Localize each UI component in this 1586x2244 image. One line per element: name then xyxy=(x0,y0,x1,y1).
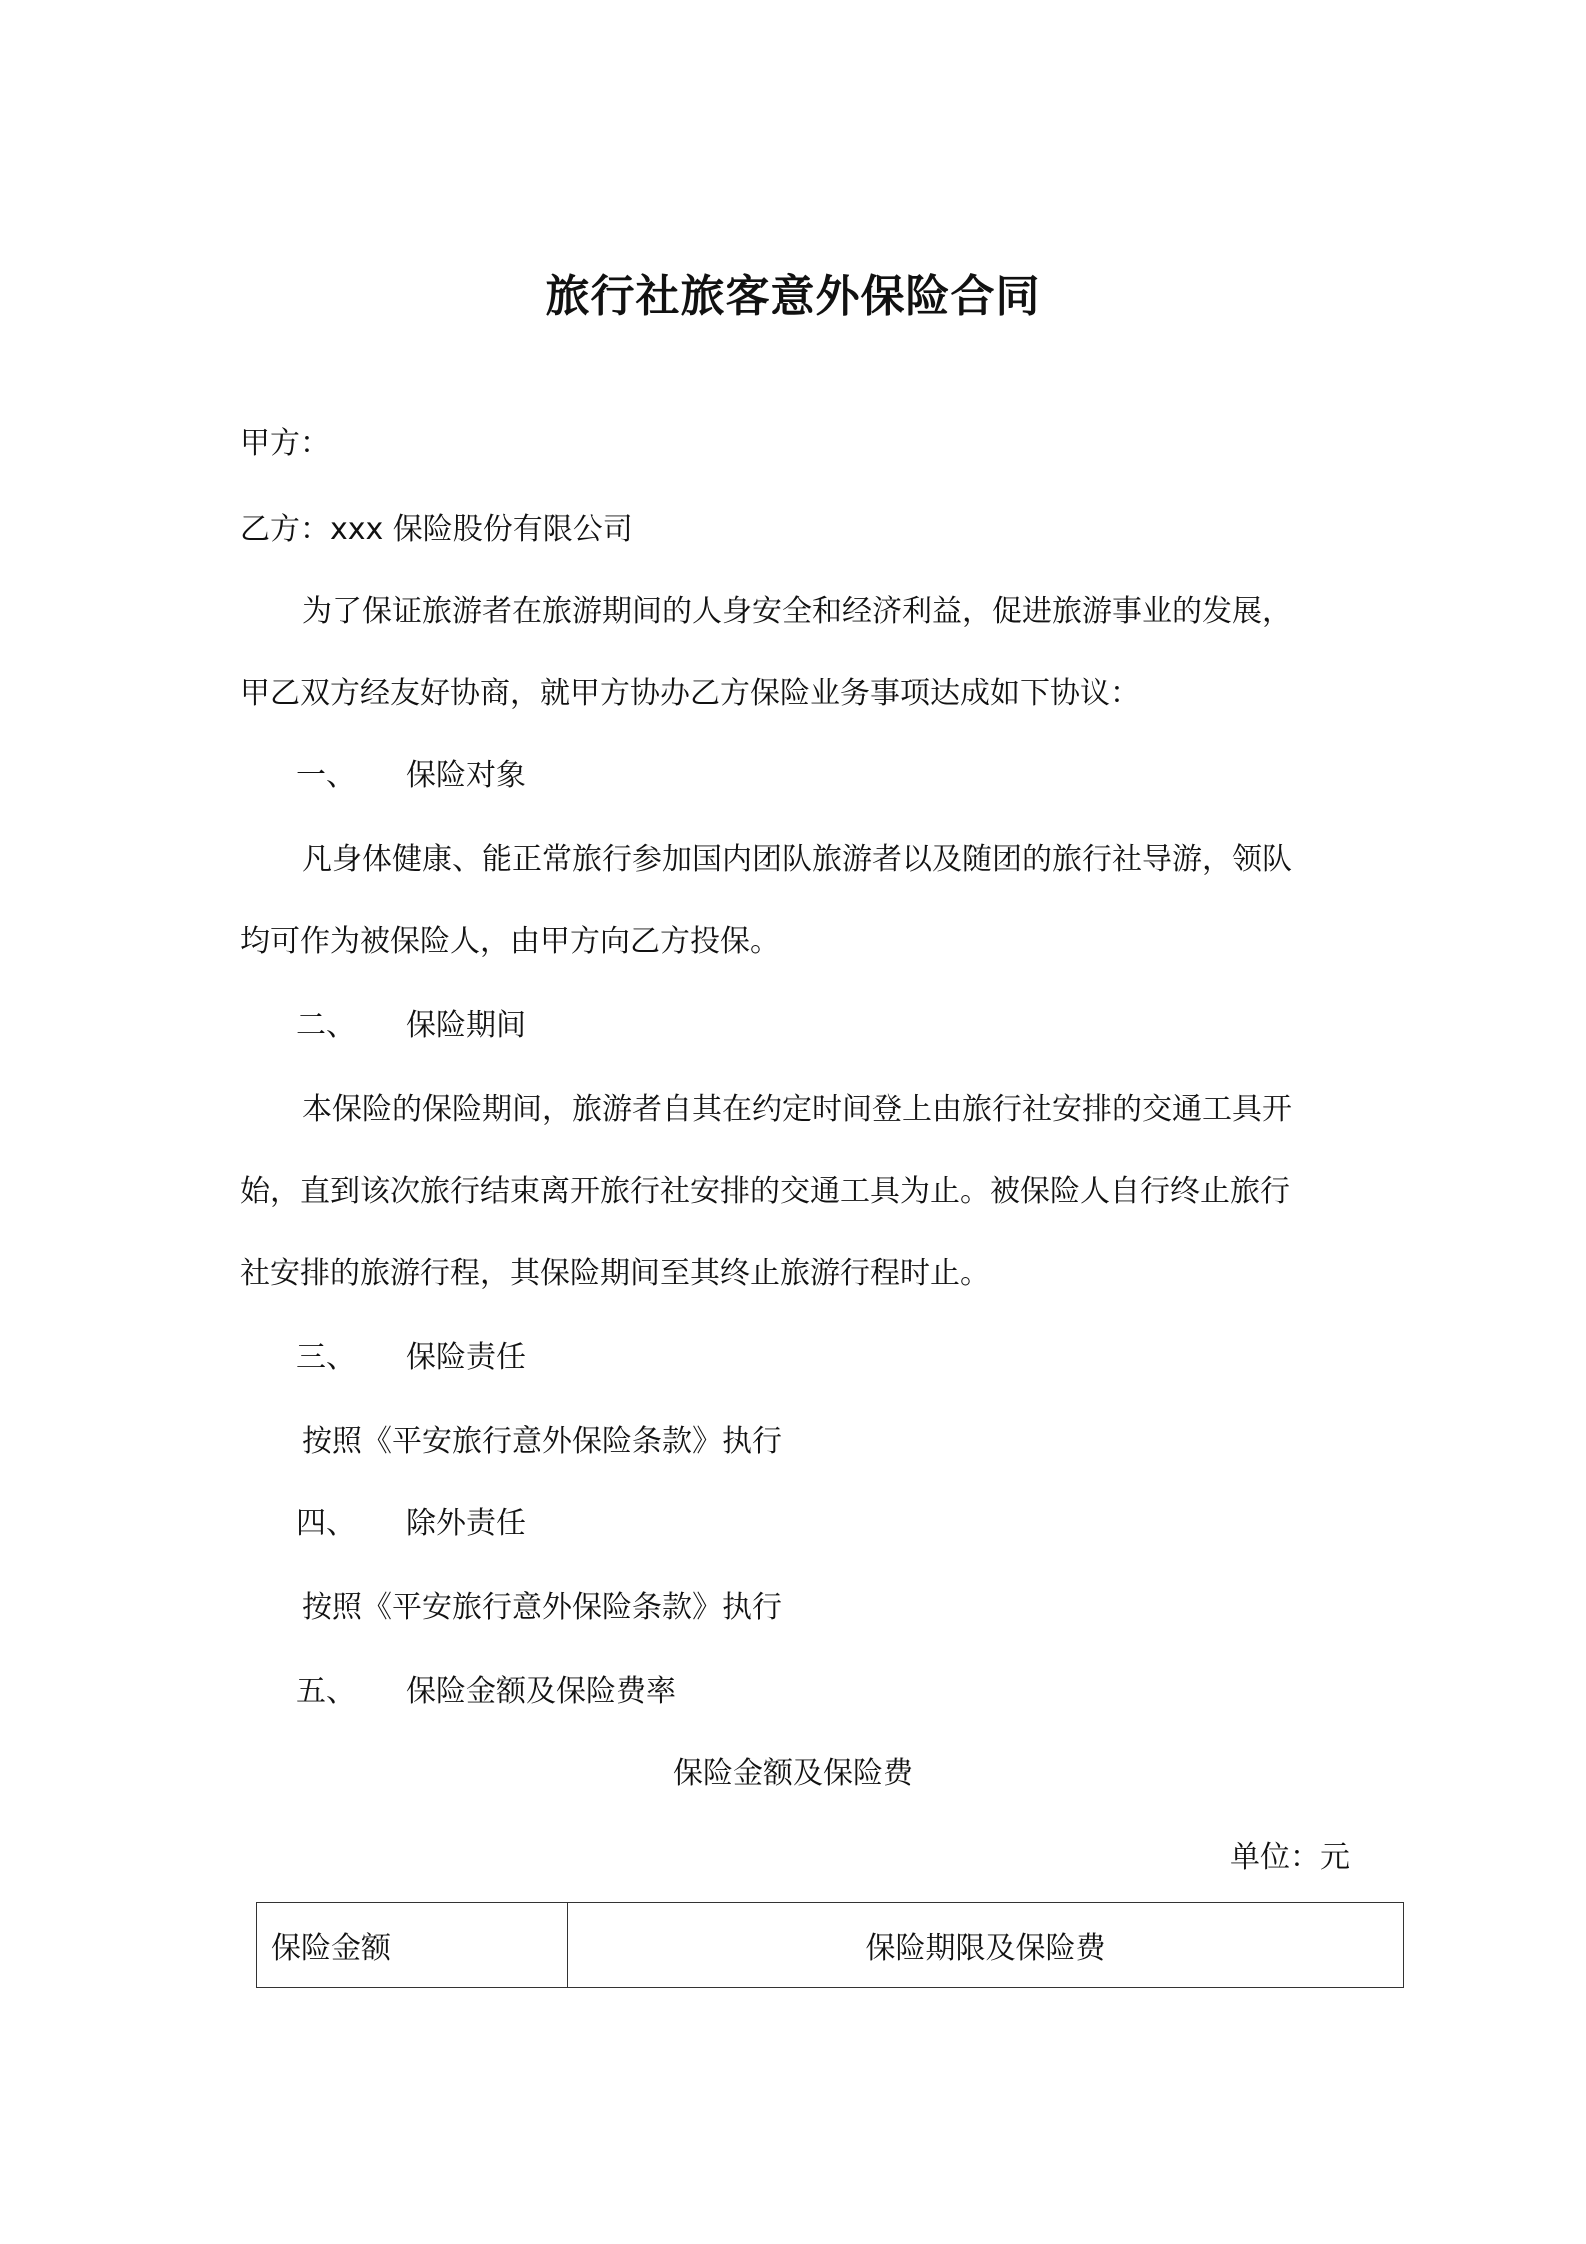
section-2-title: 保险期间 xyxy=(406,1008,526,1043)
table-header-row xyxy=(257,1903,1404,1988)
section-5-title: 保险金额及保险费率 xyxy=(406,1674,676,1709)
section-3-line-1: 按照《平安旅行意外保险条款》执行 xyxy=(302,1424,782,1459)
section-2-line-1: 本保险的保险期间，旅游者自其在约定时间登上由旅行社安排的交通工具开 xyxy=(302,1092,1292,1127)
section-1-line-1: 凡身体健康、能正常旅行参加国内团队旅游者以及随团的旅行社导游，领队 xyxy=(302,842,1292,877)
insurance-fee-table xyxy=(256,1902,1404,1988)
section-2-line-2: 始，直到该次旅行结束离开旅行社安排的交通工具为止。被保险人自行终止旅行 xyxy=(240,1174,1290,1209)
section-4-number: 四、 xyxy=(296,1506,356,1541)
party-a-label: 甲方： xyxy=(240,426,330,461)
section-1-title: 保险对象 xyxy=(406,758,526,793)
section-1-line-2: 均可作为被保险人，由甲方向乙方投保。 xyxy=(240,924,780,959)
table-caption: 保险金额及保险费 xyxy=(673,1756,913,1791)
document-title: 旅行社旅客意外保险合同 xyxy=(545,271,1041,322)
section-2-number: 二、 xyxy=(296,1008,356,1043)
intro-paragraph-line-2: 甲乙双方经友好协商，就甲方协办乙方保险业务事项达成如下协议： xyxy=(240,676,1140,711)
party-b-label: 乙方：xxx 保险股份有限公司 xyxy=(240,512,633,547)
table-header-cell: 保险期限及保险费 xyxy=(568,1903,1404,1988)
section-4-line-1: 按照《平安旅行意外保险条款》执行 xyxy=(302,1590,782,1625)
section-2-line-3: 社安排的旅游行程，其保险期间至其终止旅游行程时止。 xyxy=(240,1256,990,1291)
unit-label: 单位：元 xyxy=(1230,1840,1350,1875)
intro-paragraph-line-1: 为了保证旅游者在旅游期间的人身安全和经济利益，促进旅游事业的发展， xyxy=(302,594,1292,629)
section-3-title: 保险责任 xyxy=(406,1340,526,1375)
section-1-number: 一、 xyxy=(296,758,356,793)
section-5-number: 五、 xyxy=(296,1674,356,1709)
section-4-title: 除外责任 xyxy=(406,1506,526,1541)
section-3-number: 三、 xyxy=(296,1340,356,1375)
table-header-cell: 保险金额 xyxy=(257,1903,568,1988)
